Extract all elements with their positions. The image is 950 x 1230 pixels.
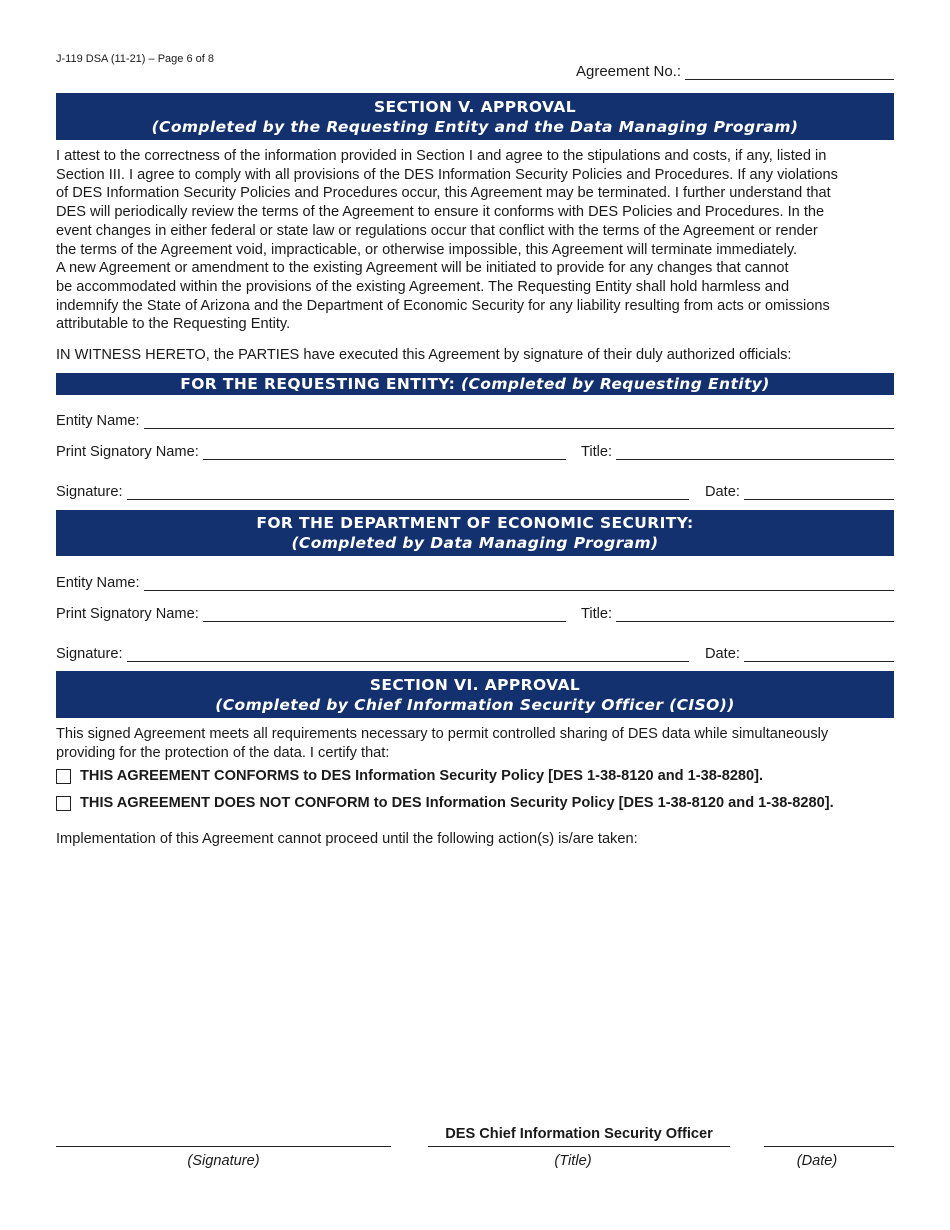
paragraph-line: indemnify the State of Arizona and the Department of Economic Security for any liability resulting from acts or omissions: [56, 297, 830, 314]
requesting-entity-title: FOR THE REQUESTING ENTITY:: [180, 375, 456, 393]
signature-line[interactable]: [127, 645, 689, 662]
attestation-paragraph: [56, 147, 894, 334]
signatory-line[interactable]: [203, 443, 566, 460]
des-subtitle: (Completed by Data Managing Program): [291, 534, 659, 552]
des-date-field[interactable]: [705, 644, 894, 662]
des-title-field[interactable]: [581, 604, 894, 622]
ciso-title-line[interactable]: [428, 1146, 730, 1147]
requesting-signature-field[interactable]: [56, 482, 689, 500]
requesting-title-field[interactable]: [581, 442, 894, 460]
requesting-entity-banner: [56, 373, 894, 395]
des-signature-row: [56, 644, 894, 664]
ciso-date-line[interactable]: [764, 1146, 894, 1147]
signature-label: Signature:: [56, 646, 123, 662]
section-5-title: SECTION V. APPROVAL: [373, 98, 577, 116]
ciso-signature-line[interactable]: [56, 1146, 391, 1147]
requesting-signature-row: [56, 482, 894, 502]
form-id: J-119 DSA (11-21) – Page 6 of 8: [56, 53, 214, 65]
paragraph-line: the terms of the Agreement void, impracticable, or otherwise impossible, this Agreement will terminate immediately.: [56, 241, 798, 258]
des-entity-name-field[interactable]: [56, 573, 894, 591]
section-6-subtitle: (Completed by Chief Information Security Officer (CISO)): [215, 696, 735, 714]
date-line[interactable]: [744, 483, 894, 500]
paragraph-line: of DES Information Security Policies and Procedures occur, this Agreement may be terminated. I further understand that: [56, 185, 831, 202]
ciso-title-value: DES Chief Information Security Officer: [445, 1126, 713, 1142]
des-title: FOR THE DEPARTMENT OF ECONOMIC SECURITY:: [256, 514, 694, 532]
agreement-no-label: Agreement No.:: [576, 63, 682, 80]
witness-statement: IN WITNESS HERETO, the PARTIES have executed this Agreement by signature of their duly authorized officials:: [56, 347, 792, 363]
title-label: Title:: [581, 444, 613, 460]
title-label: Title:: [581, 606, 613, 622]
requesting-signatory-row: [56, 442, 894, 462]
signatory-label: Print Signatory Name:: [56, 444, 199, 460]
requesting-entity-subtitle: (Completed by Requesting Entity): [461, 375, 770, 393]
paragraph-line: Section III. I agree to comply with all provisions of the DES Information Security Policies and Procedures. If any violations: [56, 166, 838, 183]
entity-name-line[interactable]: [144, 574, 894, 591]
agreement-no-line[interactable]: [685, 65, 894, 80]
paragraph-line: DES will periodically review the terms of the Agreement to ensure it conforms with DES Policies and Procedures. In the: [56, 204, 825, 221]
des-signatory-field[interactable]: [56, 604, 566, 622]
not-conforms-checkbox[interactable]: [56, 796, 71, 811]
signature-line[interactable]: [127, 483, 689, 500]
paragraph-line: A new Agreement or amendment to the existing Agreement will be initiated to provide for any changes that cannot: [56, 260, 789, 277]
title-line[interactable]: [616, 443, 894, 460]
conforms-option[interactable]: [56, 768, 916, 784]
title-line[interactable]: [616, 605, 894, 622]
entity-name-line[interactable]: [144, 412, 894, 429]
signature-label: Signature:: [56, 484, 123, 500]
requesting-entity-name-row: [56, 411, 894, 431]
entity-name-label: Entity Name:: [56, 575, 140, 591]
des-banner: [56, 510, 894, 556]
agreement-no-field[interactable]: [576, 63, 894, 80]
des-entity-name-row: [56, 573, 894, 593]
intro-line: This signed Agreement meets all requirements necessary to permit controlled sharing of DES data while simultaneously: [56, 726, 829, 742]
ciso-intro: [56, 725, 894, 762]
date-label: Date:: [705, 484, 740, 500]
section-6-title: SECTION VI. APPROVAL: [369, 676, 581, 694]
paragraph-line: attributable to the Requesting Entity.: [56, 316, 291, 333]
date-label: Date:: [705, 646, 740, 662]
signatory-line[interactable]: [203, 605, 566, 622]
intro-line: providing for the protection of the data. I certify that:: [56, 744, 390, 761]
title-caption: (Title): [554, 1153, 592, 1169]
section-5-banner: [56, 93, 894, 140]
conforms-checkbox[interactable]: [56, 769, 71, 784]
requesting-date-field[interactable]: [705, 482, 894, 500]
date-line[interactable]: [744, 645, 894, 662]
implementation-statement: Implementation of this Agreement cannot proceed until the following action(s) is/are taken:: [56, 831, 638, 847]
des-signatory-row: [56, 604, 894, 624]
paragraph-line: event changes in either federal or state law or regulations occur that conflict with the terms of the Agreement or render: [56, 222, 818, 239]
requesting-signatory-field[interactable]: [56, 442, 566, 460]
requesting-entity-name-field[interactable]: [56, 411, 894, 429]
not-conforms-label: THIS AGREEMENT DOES NOT CONFORM to DES Information Security Policy [DES 1-38-8120 and 1-38-8280].: [80, 795, 834, 811]
paragraph-line: I attest to the correctness of the information provided in Section I and agree to the stipulations and costs, if any, listed in: [56, 148, 827, 164]
paragraph-line: be accommodated within the provisions of the existing Agreement. The Requesting Entity shall hold harmless and: [56, 278, 790, 295]
section-5-subtitle: (Completed by the Requesting Entity and the Data Managing Program): [151, 118, 799, 136]
date-caption: (Date): [796, 1153, 838, 1169]
signature-caption: (Signature): [187, 1153, 260, 1169]
signatory-label: Print Signatory Name:: [56, 606, 199, 622]
entity-name-label: Entity Name:: [56, 413, 140, 429]
not-conforms-option[interactable]: [56, 795, 916, 811]
conforms-label: THIS AGREEMENT CONFORMS to DES Information Security Policy [DES 1-38-8120 and 1-38-8280].: [80, 768, 764, 784]
section-6-banner: [56, 671, 894, 718]
des-signature-field[interactable]: [56, 644, 689, 662]
